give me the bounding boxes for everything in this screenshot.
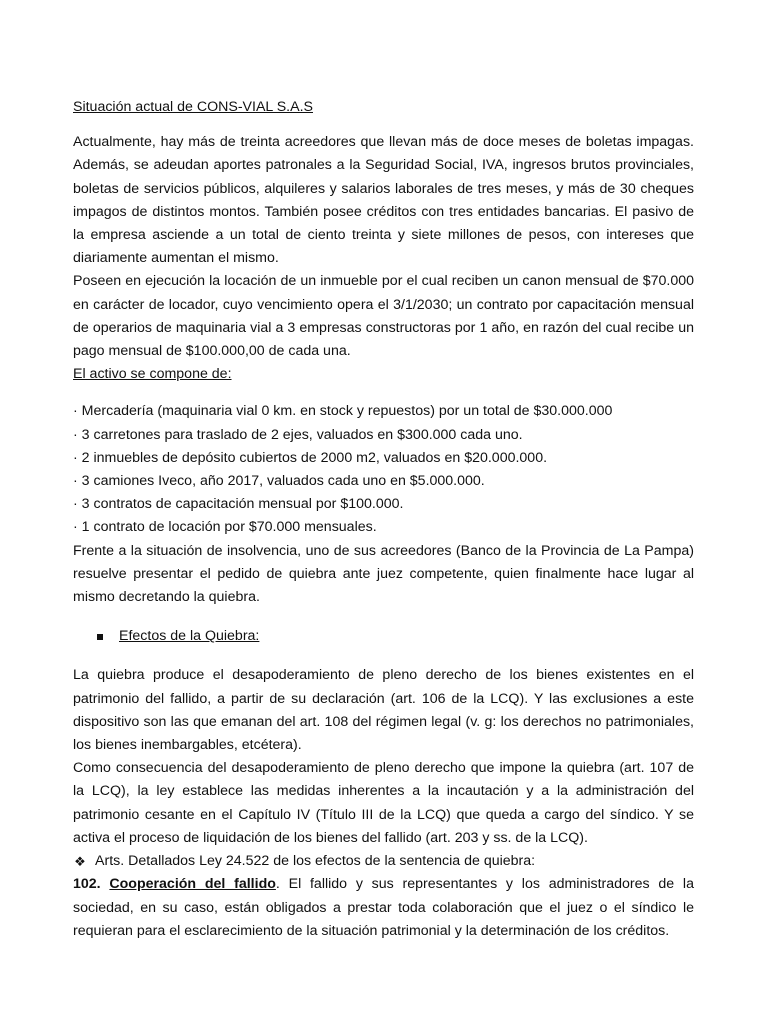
paragraph-locacion: Poseen en ejecución la locación de un inmueble por el cual reciben un canon mensual de $70.000 en carácter de locador, cuyo vencimiento opera el 3/1/2030; un contrato por capacitación mensual de operarios de maquinaria vial a 3 empresas constructoras por 1 año, en razón del cual recibe un pago mensual de $100.000,00 de cada una. [73, 273, 694, 360]
square-bullet-icon [97, 634, 103, 640]
efectos-label: Efectos de la Quiebra: [119, 628, 260, 645]
article-number: 102. [73, 876, 101, 893]
paragraph-acreedores: Actualmente, hay más de treinta acreedores que llevan más de doce meses de boletas impagas. Además, se adeudan aportes patronales a la Seguridad Social, IVA, ingresos brutos provinciales, boletas de servicios públicos, alquileres y salarios laborales de tres meses, y más de 30 cheques impagos de distintos montos. También posee créditos con tres entidades bancarias. El pasivo de la empresa asciende a un total de ciento treinta y siete millones de pesos, con intereses que diariamente aumentan el mismo. [73, 134, 694, 267]
paragraph-insolvencia: Frente a la situación de insolvencia, uno de sus acreedores (Banco de la Provincia de La Pampa) resuelve presentar el pedido de quiebra ante juez competente, quien finalmente hace lugar al mismo decretando la quiebra. [73, 542, 694, 606]
paragraph-art-102 [73, 873, 694, 943]
section-heading-efectos [73, 625, 694, 648]
list-item: · 3 carretones para traslado de 2 ejes, valuados en $300.000 cada uno. [73, 426, 523, 443]
diamond-bullet-icon: ❖ [74, 854, 86, 870]
arts-line-text: Arts. Detallados Ley 24.522 de los efectos de la sentencia de quiebra: [95, 853, 536, 870]
arts-line [73, 850, 694, 873]
paragraph-desapoderamiento: La quiebra produce el desapoderamiento de pleno derecho de los bienes existentes en el patrimonio del fallido, a partir de su declaración (art. 106 de la LCQ). Y las exclusiones a este dispositivo son las que emanan del art. 108 del régimen legal (v. g: los derechos no patrimoniales, los bienes inembargables, etcétera). [73, 667, 694, 754]
activo-list [73, 400, 694, 539]
list-item: · 3 camiones Iveco, año 2017, valuados cada uno en $5.000.000. [73, 473, 485, 490]
list-item: · 2 inmuebles de depósito cubiertos de 2000 m2, valuados en $20.000.000. [73, 449, 548, 466]
list-item: · 3 contratos de capacitación mensual por $100.000. [73, 496, 404, 513]
paragraph-consecuencia: Como consecuencia del desapoderamiento de pleno derecho que impone la quiebra (art. 107 de la LCQ), la ley establece las medidas inherentes a la incautación y a la administración del patrimonio cesante en el Capítulo IV (Título III de la LCQ) que queda a cargo del síndico. Y se activa el proceso de liquidación de los bienes del fallido (art. 203 y ss. de la LCQ). [73, 760, 694, 846]
list-item: · Mercadería (maquinaria vial 0 km. en stock y repuestos) por un total de $30.000.000 [73, 403, 613, 420]
section-heading-activo: El activo se compone de: [73, 366, 232, 383]
document-body [73, 96, 694, 943]
section-heading-situacion: Situación actual de CONS-VIAL S.A.S [73, 99, 313, 115]
article-title: Cooperación del fallido [109, 876, 276, 893]
list-item: · 1 contrato de locación por $70.000 mensuales. [73, 519, 377, 536]
article-text: . El fallido y sus representantes y los administradores de la sociedad, en su caso, están obligados a prestar toda colaboración que el juez o el síndico le requieran para el esclarecimiento de la situación patrimonial y la determinación de los créditos. [73, 876, 694, 939]
